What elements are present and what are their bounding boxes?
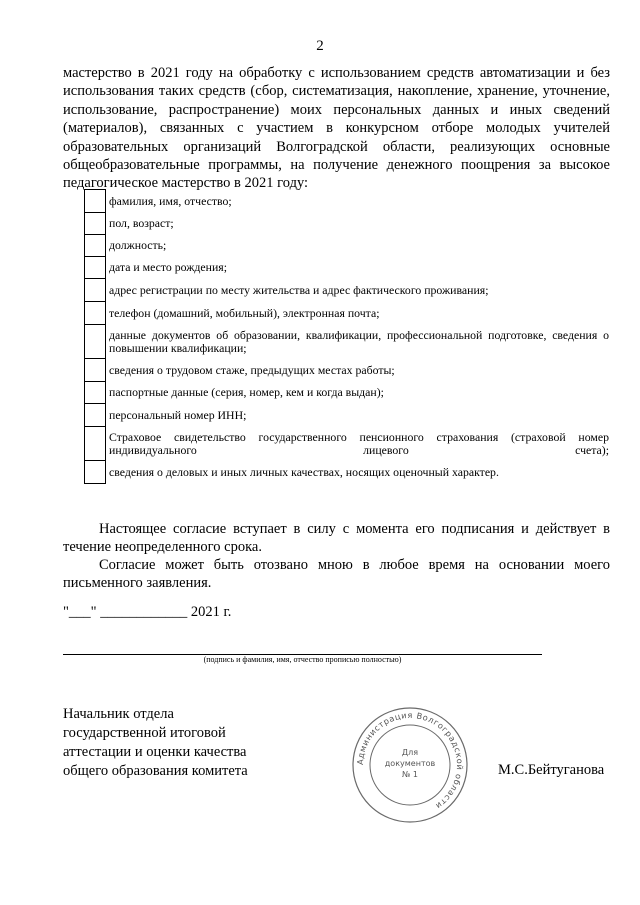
- position-line: общего образования комитета: [63, 763, 248, 779]
- checklist-label: паспортные данные (серия, номер, кем и когда выдан);: [109, 385, 384, 399]
- checklist-label: данные документов об образовании, квалификации, профессиональной подготовке, сведения о повышении квалификации;: [109, 327, 609, 355]
- checklist-checkbox[interactable]: [85, 190, 106, 213]
- position-line: Начальник отдела: [63, 706, 174, 722]
- checklist-checkbox[interactable]: [85, 302, 106, 325]
- checklist-checkbox[interactable]: [85, 427, 106, 461]
- checklist-row: [85, 190, 610, 213]
- checklist-label: телефон (домашний, мобильный), электронная почта;: [109, 305, 380, 320]
- checklist-checkbox[interactable]: [85, 382, 106, 404]
- seal-ring-text: Администрация Волгоградской области: [354, 709, 466, 812]
- checklist-label: адрес регистрации по месту жительства и адрес фактического проживания;: [109, 282, 489, 297]
- checklist-row: [85, 213, 610, 235]
- checklist-label: дата и место рождения;: [109, 260, 227, 274]
- checklist-label: сведения о деловых и иных личных качествах, носящих оценочный характер.: [109, 464, 499, 479]
- consent-checklist: [84, 189, 610, 484]
- page-number: 2: [316, 38, 324, 54]
- checklist-checkbox[interactable]: [85, 325, 106, 359]
- validity-paragraph: Настоящее согласие вступает в силу с момента его подписания и действует в течение неопределенного срока.: [63, 521, 610, 556]
- checklist-checkbox[interactable]: [85, 257, 106, 279]
- position-line: государственной итоговой: [63, 725, 226, 741]
- checklist-checkbox[interactable]: [85, 461, 106, 484]
- date-line: "___" ____________ 2021 г.: [63, 604, 232, 620]
- official-position: [63, 705, 248, 781]
- official-seal: [350, 705, 470, 825]
- checklist-checkbox[interactable]: [85, 404, 106, 427]
- checklist-checkbox[interactable]: [85, 279, 106, 302]
- checklist-row: [85, 302, 610, 325]
- seal-center-line: № 1: [402, 770, 418, 779]
- seal-center-line: Для: [401, 748, 419, 757]
- checklist-label: должность;: [109, 238, 167, 252]
- checklist-checkbox[interactable]: [85, 359, 106, 382]
- seal-center-line: документов: [384, 759, 436, 768]
- signer-name: М.С.Бейтуганова: [498, 762, 605, 778]
- checklist-row: [85, 257, 610, 279]
- checklist-checkbox[interactable]: [85, 235, 106, 257]
- checklist-row: [85, 382, 610, 404]
- checklist-label: Страховое свидетельство государственного пенсионного страхования (страховой номер индивидуального лицевого счета);: [109, 429, 609, 457]
- checklist-row: [85, 325, 610, 359]
- checklist-row: [85, 461, 610, 484]
- intro-paragraph: мастерство в 2021 году на обработку с использованием средств автоматизации и без использования таких средств (сбор, систематизация, накопление, хранение, уточнение, использование, распространение) моих персональных данных и иных сведений (материалов), связанных с участием в конкурсном отборе молодых учителей образовательных организаций Волгоградской области, реализующих основные общеобразовательные программы, на получение денежного поощрения за высокое педагогическое мастерство в 2021 году:: [63, 65, 610, 192]
- checklist-row: [85, 279, 610, 302]
- checklist-row: [85, 359, 610, 382]
- checklist-checkbox[interactable]: [85, 213, 106, 235]
- revocation-paragraph: Согласие может быть отозвано мною в любое время на основании моего письменного заявления.: [63, 557, 610, 592]
- checklist-label: сведения о трудовом стаже, предыдущих местах работы;: [109, 362, 395, 377]
- checklist-label: персональный номер ИНН;: [109, 407, 247, 422]
- checklist-label: фамилия, имя, отчество;: [109, 193, 232, 208]
- checklist-row: [85, 427, 610, 461]
- checklist-row: [85, 235, 610, 257]
- signature-caption: (подпись и фамилия, имя, отчество прописью полностью): [203, 655, 402, 664]
- position-line: аттестации и оценки качества: [63, 744, 247, 760]
- checklist-label: пол, возраст;: [109, 216, 174, 230]
- checklist-row: [85, 404, 610, 427]
